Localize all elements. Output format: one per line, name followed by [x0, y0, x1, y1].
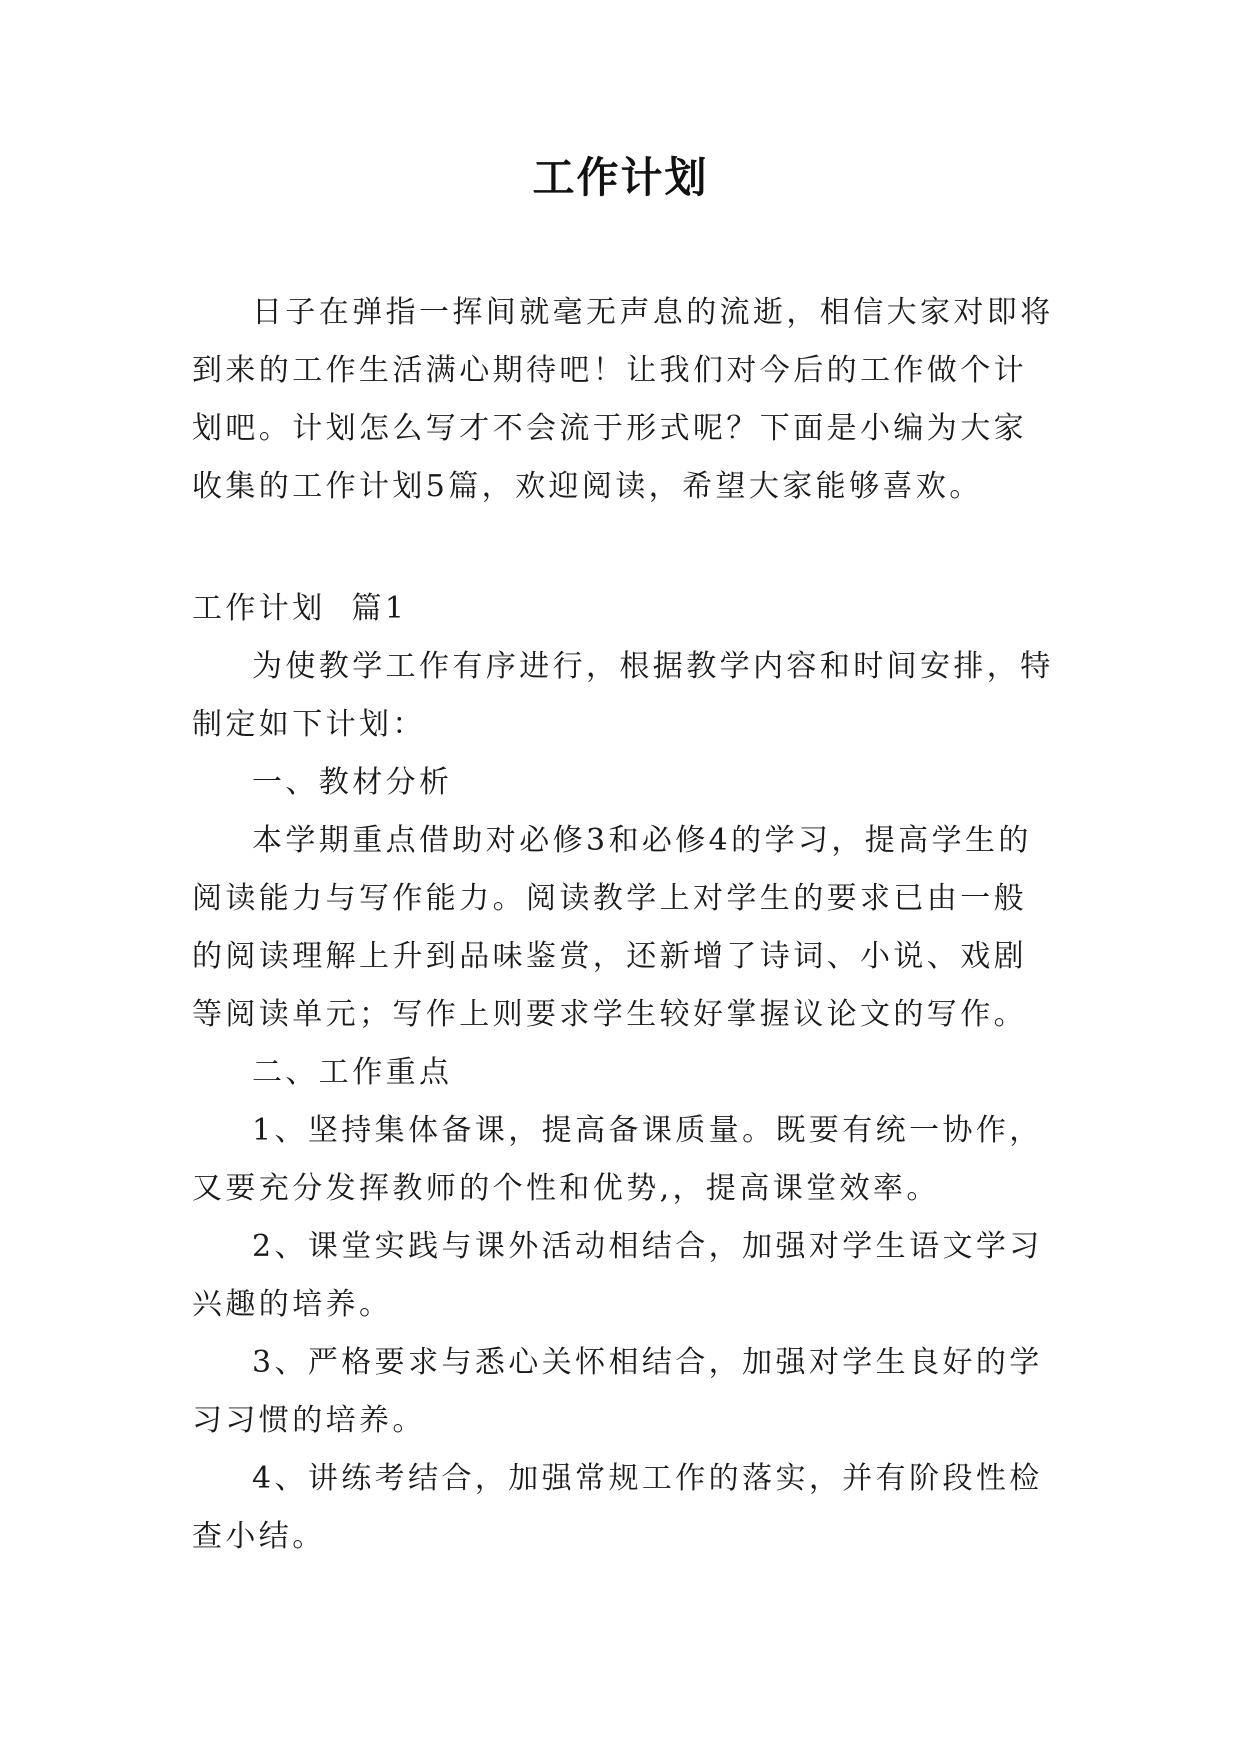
list-item-3: 3、严格要求与悉心关怀相结合，加强对学生良好的学习习惯的培养。	[192, 1345, 1043, 1438]
section-1	[192, 580, 1054, 1566]
intro-block	[192, 284, 1054, 516]
list-item-4: 4、讲练考结合，加强常规工作的落实，并有阶段性检查小结。	[192, 1461, 1043, 1554]
intro-paragraph: 日子在弹指一挥间就毫无声息的流逝，相信大家对即将到来的工作生活满心期待吧！让我们对今后的工作做个计划吧。计划怎么写才不会流于形式呢？下面是小编为大家收集的工作计划5篇，欢迎阅读，希望大家能够喜欢。	[192, 295, 1054, 504]
paragraph-purpose: 为使教学工作有序进行，根据教学内容和时间安排，特制定如下计划：	[192, 649, 1054, 742]
list-item-2: 2、课堂实践与课外活动相结合，加强对学生语文学习兴趣的培养。	[192, 1229, 1043, 1322]
section-heading: 工作计划 篇1	[192, 591, 408, 626]
paragraph-textbook-analysis: 本学期重点借助对必修3和必修4的学习，提高学生的阅读能力与写作能力。阅读教学上对学生的要求已由一般的阅读理解上升到品味鉴赏，还新增了诗词、小说、戏剧等阅读单元；写作上则要求学生较好掌握议论文的写作。	[192, 823, 1032, 1032]
subheading-work-focus: 二、工作重点	[252, 1055, 453, 1090]
list-item-1: 1、坚持集体备课，提高备课质量。既要有统一协作，又要充分发挥教师的个性和优势,，提高课堂效率。	[192, 1113, 1043, 1206]
document-title: 工作计划	[532, 153, 709, 202]
subheading-textbook-analysis: 一、教材分析	[252, 765, 453, 800]
